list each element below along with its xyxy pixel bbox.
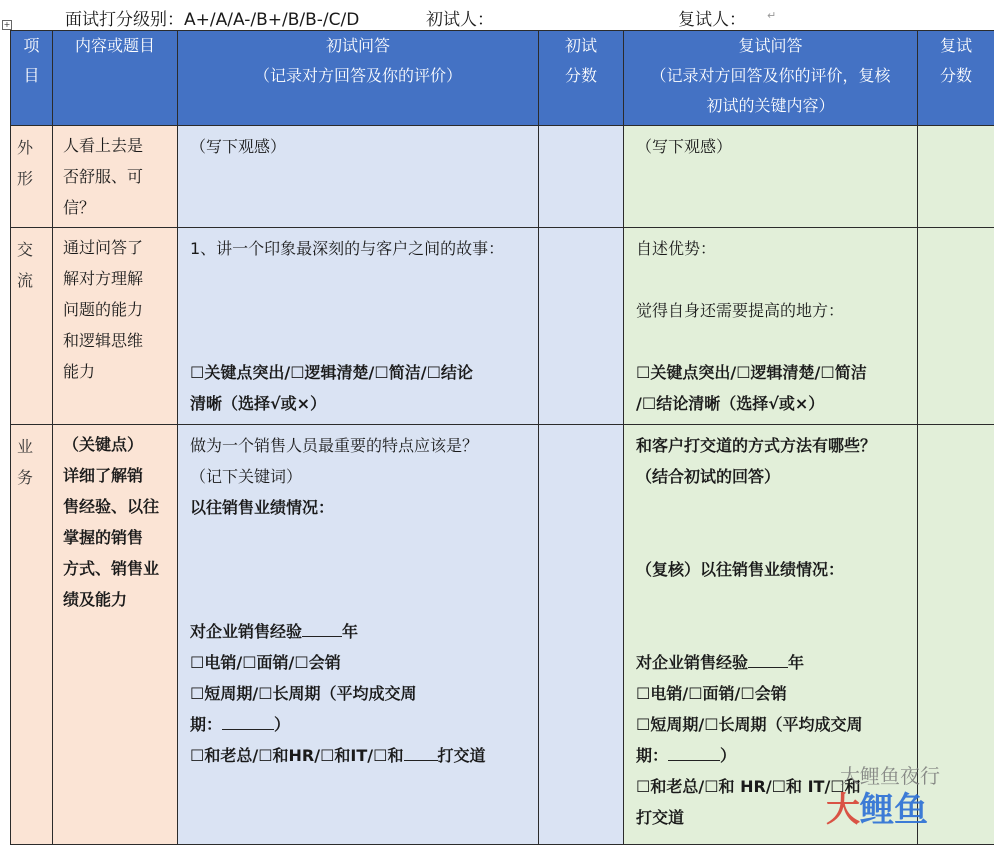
col-header-second-score bbox=[918, 31, 994, 126]
second-interviewer-label: 复试人： bbox=[678, 5, 746, 30]
content-text: 人看上去是 bbox=[63, 130, 167, 161]
question-text: （记下关键词） bbox=[190, 461, 526, 492]
checklist-text: 清晰（选择√或×） bbox=[190, 388, 526, 419]
cycle-close: ） bbox=[274, 715, 290, 734]
checklist-text: ☐关键点突出/☐逻辑清楚/☐简洁/☐结论 bbox=[190, 357, 526, 388]
first-score-cell[interactable] bbox=[539, 126, 624, 228]
first-answer-cell[interactable] bbox=[178, 425, 539, 845]
content-cell bbox=[53, 425, 178, 845]
row-appearance bbox=[11, 126, 994, 228]
years-blank[interactable] bbox=[302, 618, 342, 637]
prompt-text: （写下观感） bbox=[636, 131, 905, 162]
second-score-cell[interactable] bbox=[918, 228, 994, 425]
question-text: 1、讲一个印象最深刻的与客户之间的故事： bbox=[190, 233, 526, 264]
content-text: 和逻辑思维 bbox=[63, 325, 167, 356]
header-text: 初试问答 bbox=[178, 31, 538, 61]
watermark-brand-part: 大 bbox=[826, 790, 860, 830]
years-unit: 年 bbox=[788, 653, 804, 672]
first-score-cell[interactable] bbox=[539, 228, 624, 425]
content-text: 售经验、以往 bbox=[63, 491, 167, 522]
experience-label: 对企业销售经验 bbox=[190, 622, 302, 641]
watermark-logo bbox=[788, 758, 988, 816]
header-text: 目 bbox=[11, 61, 52, 91]
table-header-row bbox=[11, 31, 994, 126]
interview-scoring-table bbox=[10, 30, 994, 845]
blank-lines bbox=[636, 492, 905, 554]
header-text: 初试的关键内容） bbox=[624, 91, 917, 121]
blank-lines bbox=[190, 523, 526, 616]
content-text: 否舒服、可 bbox=[63, 161, 167, 192]
item-cell bbox=[11, 228, 53, 425]
first-interviewer-label: 初试人： bbox=[426, 5, 494, 30]
content-text: 掌握的销售 bbox=[63, 522, 167, 553]
watermark-brand-part: 鲤鱼 bbox=[860, 790, 928, 830]
header-text: 复试问答 bbox=[624, 31, 917, 61]
second-score-cell[interactable] bbox=[918, 126, 994, 228]
second-answer-cell[interactable] bbox=[624, 228, 918, 425]
col-header-first-answer bbox=[178, 31, 539, 126]
cycle-blank[interactable] bbox=[222, 711, 274, 730]
cycle-label: 期： bbox=[190, 715, 222, 734]
first-answer-cell[interactable] bbox=[178, 126, 539, 228]
blank-line bbox=[636, 264, 905, 295]
watermark-text: 大鲤鱼夜行 bbox=[840, 760, 940, 789]
blank-lines bbox=[636, 585, 905, 647]
item-cell bbox=[11, 425, 53, 845]
item-text: 形 bbox=[17, 163, 46, 194]
blank-lines bbox=[190, 264, 526, 357]
years-unit: 年 bbox=[342, 622, 358, 641]
checklist-text: ☐关键点突出/☐逻辑清楚/☐简洁 bbox=[636, 357, 905, 388]
col-header-second-answer bbox=[624, 31, 918, 126]
item-text: 外 bbox=[17, 132, 46, 163]
first-score-cell[interactable] bbox=[539, 425, 624, 845]
checklist-text: ☐短周期/☐长周期（平均成交周 bbox=[190, 678, 526, 709]
row-communication bbox=[11, 228, 994, 425]
question-text: 做为一个销售人员最重要的特点应该是？ bbox=[190, 430, 526, 461]
header-text: （记录对方回答及你的评价） bbox=[178, 61, 538, 91]
contact-suffix: 打交道 bbox=[636, 802, 905, 833]
col-header-first-score bbox=[539, 31, 624, 126]
question-text: 自述优势： bbox=[636, 233, 905, 264]
content-text: 绩及能力 bbox=[63, 584, 167, 615]
question-text: 以往销售业绩情况： bbox=[190, 492, 526, 523]
col-header-content bbox=[53, 31, 178, 126]
years-blank[interactable] bbox=[748, 649, 788, 668]
question-text: 觉得自身还需要提高的地方： bbox=[636, 295, 905, 326]
content-text: 详细了解销 bbox=[63, 460, 167, 491]
contact-suffix: 打交道 bbox=[438, 746, 486, 765]
contact-line bbox=[190, 740, 526, 771]
cycle-close: ） bbox=[720, 746, 736, 765]
cycle-line bbox=[190, 709, 526, 740]
interview-header bbox=[0, 0, 994, 30]
content-text: 信？ bbox=[63, 192, 167, 223]
paragraph-mark: ↵ bbox=[767, 9, 776, 22]
content-cell bbox=[53, 228, 178, 425]
item-cell bbox=[11, 126, 53, 228]
content-text: 方式、销售业 bbox=[63, 553, 167, 584]
content-text: 能力 bbox=[63, 356, 167, 387]
header-text: 项 bbox=[11, 31, 52, 61]
header-text: 内容或题目 bbox=[53, 31, 177, 61]
cycle-label: 期： bbox=[636, 746, 668, 765]
second-answer-cell[interactable] bbox=[624, 126, 918, 228]
cycle-blank[interactable] bbox=[668, 742, 720, 761]
checklist-text: ☐电销/☐面销/☐会销 bbox=[636, 678, 905, 709]
prompt-text: （写下观感） bbox=[190, 131, 526, 162]
first-answer-cell[interactable] bbox=[178, 228, 539, 425]
experience-line bbox=[190, 616, 526, 647]
header-text: 分数 bbox=[918, 61, 994, 91]
checklist-text: /☐结论清晰（选择√或×） bbox=[636, 388, 905, 419]
content-cell bbox=[53, 126, 178, 228]
checklist-text: ☐电销/☐面销/☐会销 bbox=[190, 647, 526, 678]
grade-levels: 面试打分级别：A+/A/A-/B+/B/B-/C/D bbox=[65, 5, 359, 30]
header-text: （记录对方回答及你的评价，复核 bbox=[624, 61, 917, 91]
question-text: 和客户打交道的方式方法有哪些？ bbox=[636, 430, 905, 461]
header-text: 复试 bbox=[918, 31, 994, 61]
contact-blank[interactable] bbox=[404, 742, 438, 761]
content-text: （关键点） bbox=[63, 429, 167, 460]
content-text: 解对方理解 bbox=[63, 263, 167, 294]
watermark-brand bbox=[826, 782, 928, 831]
contact-label: ☐和老总/☐和HR/☐和IT/☐和 bbox=[190, 746, 404, 765]
blank-line bbox=[636, 326, 905, 357]
checklist-text: ☐短周期/☐长周期（平均成交周 bbox=[636, 709, 905, 740]
contact-label: ☐和老总/☐和 HR/☐和 IT/☐和 bbox=[636, 771, 905, 802]
content-text: 通过问答了 bbox=[63, 232, 167, 263]
question-text: （结合初试的回答） bbox=[636, 461, 905, 492]
col-header-item bbox=[11, 31, 53, 126]
experience-line bbox=[636, 647, 905, 678]
item-text: 交 bbox=[17, 234, 46, 265]
experience-label: 对企业销售经验 bbox=[636, 653, 748, 672]
question-text: （复核）以往销售业绩情况： bbox=[636, 554, 905, 585]
header-text: 分数 bbox=[539, 61, 623, 91]
header-text: 初试 bbox=[539, 31, 623, 61]
move-handle-icon[interactable]: + bbox=[2, 20, 12, 30]
content-text: 问题的能力 bbox=[63, 294, 167, 325]
item-text: 务 bbox=[17, 462, 46, 493]
item-text: 业 bbox=[17, 431, 46, 462]
item-text: 流 bbox=[17, 265, 46, 296]
